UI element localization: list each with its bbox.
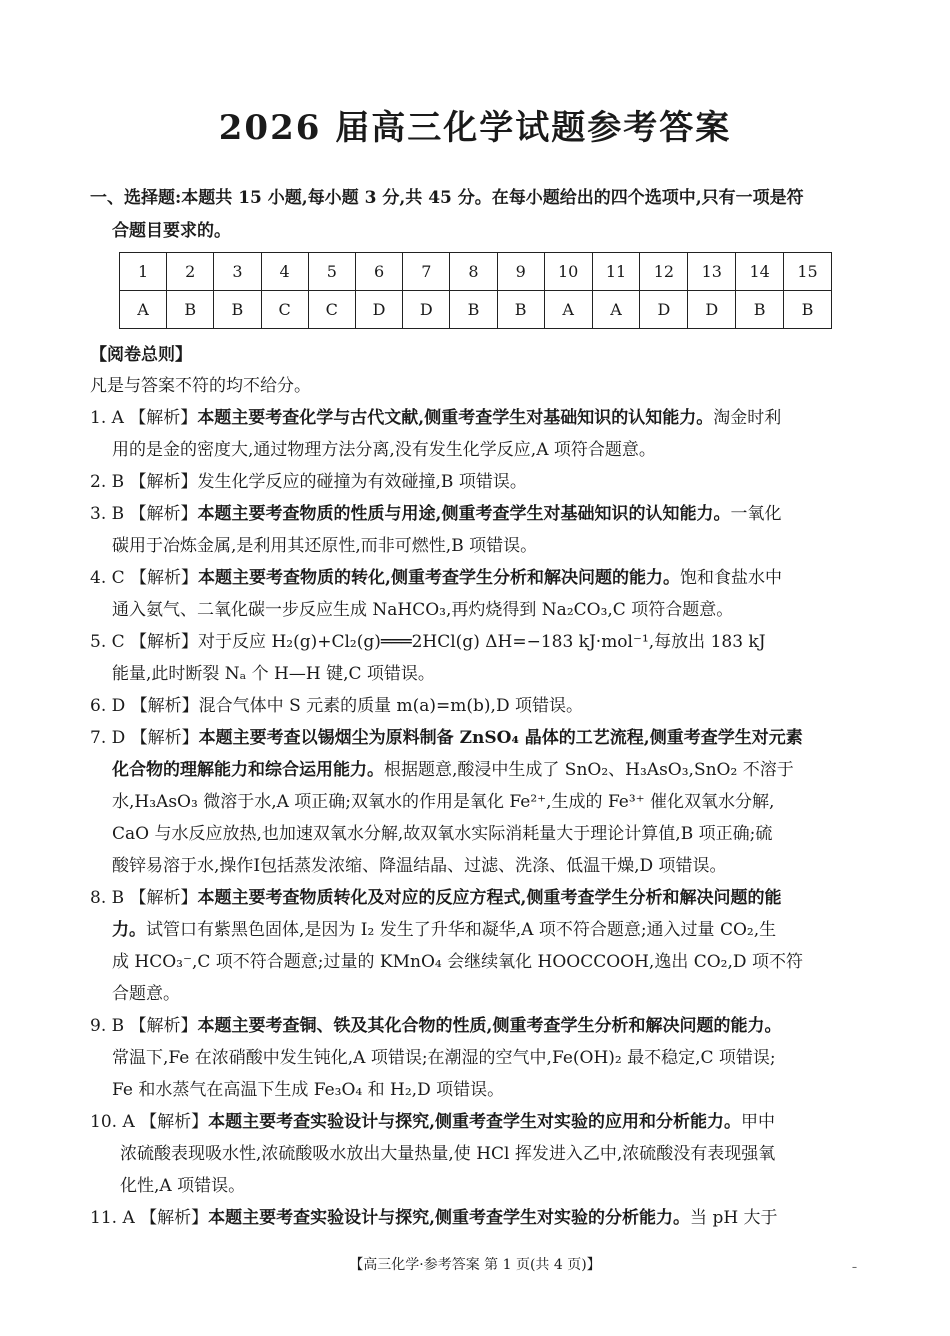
- table-cell-number: 9: [497, 253, 544, 291]
- item-text: 合题意。: [112, 984, 180, 1004]
- item-head: 3. B 【解析】: [90, 504, 198, 524]
- item-text: 发生化学反应的碰撞为有效碰撞,B 项错误。: [197, 472, 527, 492]
- item-text: 饱和食盐水中: [679, 568, 782, 588]
- item-2: [90, 466, 865, 498]
- table-cell-number: 2: [167, 253, 214, 291]
- item-text: 能量,此时断裂 Nₐ 个 H—H 键,C 项错误。: [112, 664, 435, 684]
- item-text: 试管口有紫黑色固体,是因为 I₂ 发生了升华和凝华,A 项不符合题意;通入过量 CO₂,生: [146, 920, 777, 940]
- table-cell-number: 5: [308, 253, 355, 291]
- table-cell-answer: B: [784, 291, 832, 329]
- table-cell-number: 8: [450, 253, 497, 291]
- table-cell-answer: A: [544, 291, 592, 329]
- item-head: 1. A 【解析】: [90, 408, 198, 428]
- item-text: 常温下,Fe 在浓硝酸中发生钝化,A 项错误;在潮湿的空气中,Fe(OH)₂ 最不稳定,C 项错误;: [112, 1048, 776, 1068]
- item-9: [90, 1010, 865, 1106]
- table-cell-answer: C: [308, 291, 355, 329]
- table-cell-answer: C: [261, 291, 308, 329]
- table-cell-answer: D: [355, 291, 402, 329]
- table-cell-number: 13: [688, 253, 736, 291]
- table-cell-number: 10: [544, 253, 592, 291]
- item-1: [90, 402, 865, 466]
- item-summary: 本题主要考查实验设计与探究,侧重考查学生对实验的分析能力。: [208, 1208, 691, 1228]
- item-text: 碳用于冶炼金属,是利用其还原性,而非可燃性,B 项错误。: [112, 536, 538, 556]
- section-heading: [90, 182, 865, 248]
- item-head: 5. C 【解析】: [90, 632, 199, 652]
- table-cell-answer: D: [688, 291, 736, 329]
- table-cell-number: 3: [214, 253, 261, 291]
- table-cell-number: 15: [784, 253, 832, 291]
- item-summary: 本题主要考查实验设计与探究,侧重考查学生对实验的应用和分析能力。: [208, 1112, 742, 1132]
- item-summary: 本题主要考查铜、铁及其化合物的性质,侧重考查学生分析和解决问题的能力。: [197, 1016, 782, 1036]
- item-text: 对于反应 H₂(g)+Cl₂(g)═══2HCl(g) ΔH=−183 kJ·mol⁻¹,每放出 183 kJ: [198, 632, 766, 652]
- item-text: 淘金时利: [713, 408, 782, 428]
- item-text: 一氧化: [730, 504, 782, 524]
- item-5: [90, 626, 865, 690]
- table-cell-answer: A: [120, 291, 167, 329]
- table-cell-answer: A: [592, 291, 640, 329]
- table-cell-number: 14: [736, 253, 784, 291]
- item-summary: 力。: [112, 920, 146, 940]
- item-summary: 本题主要考查以锡烟尘为原料制备 ZnSO₄ 晶体的工艺流程,侧重考查学生对元素: [198, 728, 803, 748]
- footer-mark: –: [852, 1262, 857, 1273]
- table-cell-number: 6: [355, 253, 402, 291]
- answer-table-number-row: [120, 253, 832, 291]
- item-head: 10. A 【解析】: [90, 1112, 209, 1132]
- table-cell-number: 7: [403, 253, 450, 291]
- item-8: [90, 882, 865, 1010]
- item-text: 根据题意,酸浸中生成了 SnO₂、H₃AsO₃,SnO₂ 不溶于: [384, 760, 794, 780]
- table-cell-number: 1: [120, 253, 167, 291]
- item-text: 酸锌易溶于水,操作Ⅰ包括蒸发浓缩、降温结晶、过滤、洗涤、低温干燥,D 项错误。: [112, 856, 727, 876]
- item-text: 甲中: [741, 1112, 776, 1132]
- item-head: 8. B 【解析】: [90, 888, 198, 908]
- item-head: 4. C 【解析】: [90, 568, 199, 588]
- item-head: 7. D 【解析】: [90, 728, 199, 748]
- item-text: 混合气体中 S 元素的质量 m(a)=m(b),D 项错误。: [198, 696, 583, 716]
- item-text: Fe 和水蒸气在高温下生成 Fe₃O₄ 和 H₂,D 项错误。: [112, 1080, 505, 1100]
- rules-text: 凡是与答案不符的均不给分。: [90, 376, 311, 396]
- item-summary: 本题主要考查物质转化及对应的反应方程式,侧重考查学生分析和解决问题的能: [197, 888, 782, 908]
- page-footer: 【高三化学·参考答案 第 1 页(共 4 页)】: [349, 1257, 601, 1273]
- section-line-1: 一、选择题:本题共 15 小题,每小题 3 分,共 45 分。在每小题给出的四个选项中,只有一项是符: [90, 188, 804, 208]
- item-head: 9. B 【解析】: [90, 1016, 198, 1036]
- item-head: 2. B 【解析】: [90, 472, 198, 492]
- table-cell-answer: B: [450, 291, 497, 329]
- item-11: [90, 1202, 865, 1234]
- item-text: 当 pH 大于: [690, 1208, 778, 1228]
- table-cell-number: 11: [592, 253, 640, 291]
- rules-heading: 【阅卷总则】: [90, 345, 192, 365]
- item-text: 用的是金的密度大,通过物理方法分离,没有发生化学反应,A 项符合题意。: [112, 440, 656, 460]
- item-head: 6. D 【解析】: [90, 696, 199, 716]
- answer-explanations: [90, 370, 865, 1234]
- table-cell-answer: B: [167, 291, 214, 329]
- table-cell-answer: B: [497, 291, 544, 329]
- answer-table: [119, 252, 832, 329]
- item-text: 水,H₃AsO₃ 微溶于水,A 项正确;双氧水的作用是氧化 Fe²⁺,生成的 Fe³⁺ 催化双氧水分解,: [112, 792, 775, 812]
- item-summary: 化合物的理解能力和综合运用能力。: [112, 760, 384, 780]
- table-cell-number: 12: [640, 253, 688, 291]
- item-text: 化性,A 项错误。: [120, 1176, 246, 1196]
- table-cell-answer: D: [403, 291, 450, 329]
- item-summary: 本题主要考查物质的性质与用途,侧重考查学生对基础知识的认知能力。: [197, 504, 731, 524]
- table-cell-answer: B: [214, 291, 261, 329]
- item-summary: 本题主要考查化学与古代文献,侧重考查学生对基础知识的认知能力。: [197, 408, 714, 428]
- item-10: [90, 1106, 865, 1202]
- table-cell-answer: B: [736, 291, 784, 329]
- table-cell-answer: D: [640, 291, 688, 329]
- item-head: 11. A 【解析】: [90, 1208, 209, 1228]
- page-title: 2026 届高三化学试题参考答案: [218, 108, 732, 148]
- item-text: 成 HCO₃⁻,C 项不符合题意;过量的 KMnO₄ 会继续氧化 HOOCCOOH,逸出 CO₂,D 项不符: [112, 952, 803, 972]
- item-text: CaO 与水反应放热,也加速双氧水分解,故双氧水实际消耗量大于理论计算值,B 项正确;硫: [112, 824, 773, 844]
- answer-table-answer-row: [120, 291, 832, 329]
- item-summary: 本题主要考查物质的转化,侧重考查学生分析和解决问题的能力。: [198, 568, 680, 588]
- item-4: [90, 562, 865, 626]
- section-line-2: 合题目要求的。: [112, 221, 231, 241]
- item-6: [90, 690, 865, 722]
- item-3: [90, 498, 865, 562]
- item-7: [90, 722, 865, 882]
- table-cell-number: 4: [261, 253, 308, 291]
- item-text: 通入氨气、二氧化碳一步反应生成 NaHCO₃,再灼烧得到 Na₂CO₃,C 项符合题意。: [112, 600, 734, 620]
- item-text: 浓硫酸表现吸水性,浓硫酸吸水放出大量热量,使 HCl 挥发进入乙中,浓硫酸没有表现强氧: [120, 1144, 776, 1164]
